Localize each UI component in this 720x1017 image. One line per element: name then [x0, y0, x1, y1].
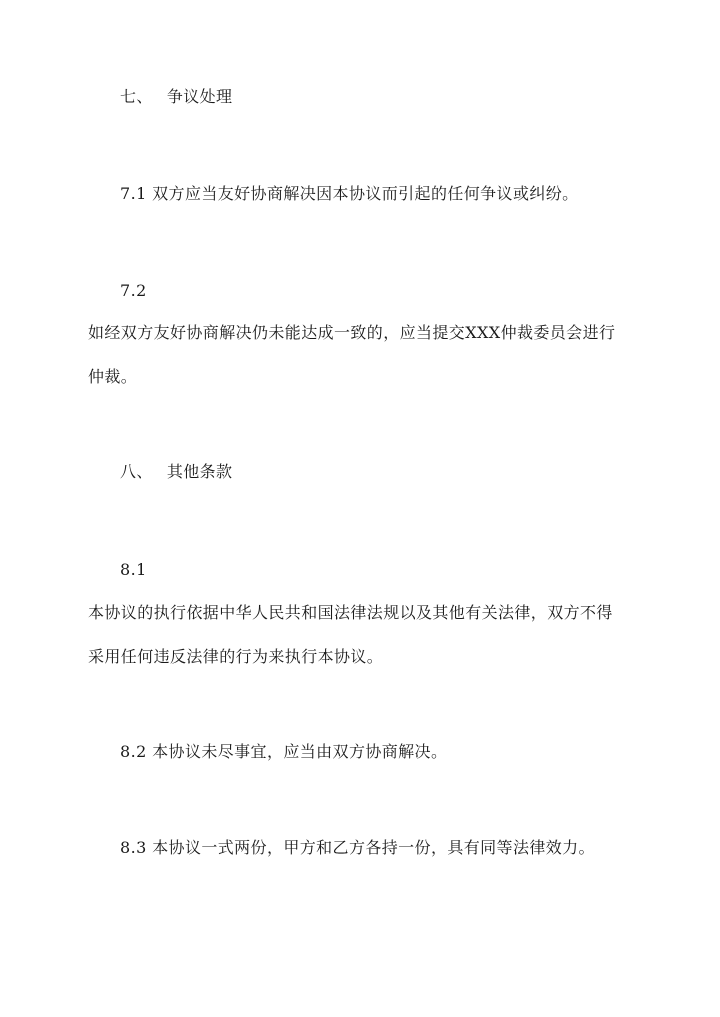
- section-heading-7: [120, 89, 232, 105]
- clause-8-3: [120, 840, 595, 856]
- clause-8-1-line-2: 采用任何违反法律的行为来执行本协议。: [88, 647, 384, 666]
- clause-number: 8.2: [120, 742, 147, 761]
- clause-text: 本协议未尽事宜，应当由双方协商解决。: [152, 742, 448, 761]
- clause-text: 双方应当友好协商解决因本协议而引起的任何争议或纠纷。: [152, 184, 579, 203]
- section-title: 其他条款: [166, 462, 233, 481]
- section-number: 八、: [120, 462, 153, 481]
- clause-8-2: [120, 744, 447, 760]
- clause-8-1-number: 8.1: [120, 560, 147, 579]
- clause-8-1-line-1: 本协议的执行依据中华人民共和国法律法规以及其他有关法律，双方不得: [88, 603, 613, 622]
- clause-7-2-line-2: 仲裁。: [88, 367, 138, 386]
- clause-text: 本协议一式两份，甲方和乙方各持一份，具有同等法律效力。: [152, 838, 595, 857]
- section-heading-8: [120, 464, 232, 480]
- section-title: 争议处理: [166, 87, 233, 106]
- clause-7-2-line-1: 如经双方友好协商解决仍未能达成一致的，应当提交XXX仲裁委员会进行: [88, 323, 616, 342]
- section-number: 七、: [120, 87, 153, 106]
- clause-7-1: [120, 186, 579, 202]
- clause-number: 7.1: [120, 184, 147, 203]
- clause-number: 8.3: [120, 838, 147, 857]
- clause-7-2-number: 7.2: [120, 281, 147, 300]
